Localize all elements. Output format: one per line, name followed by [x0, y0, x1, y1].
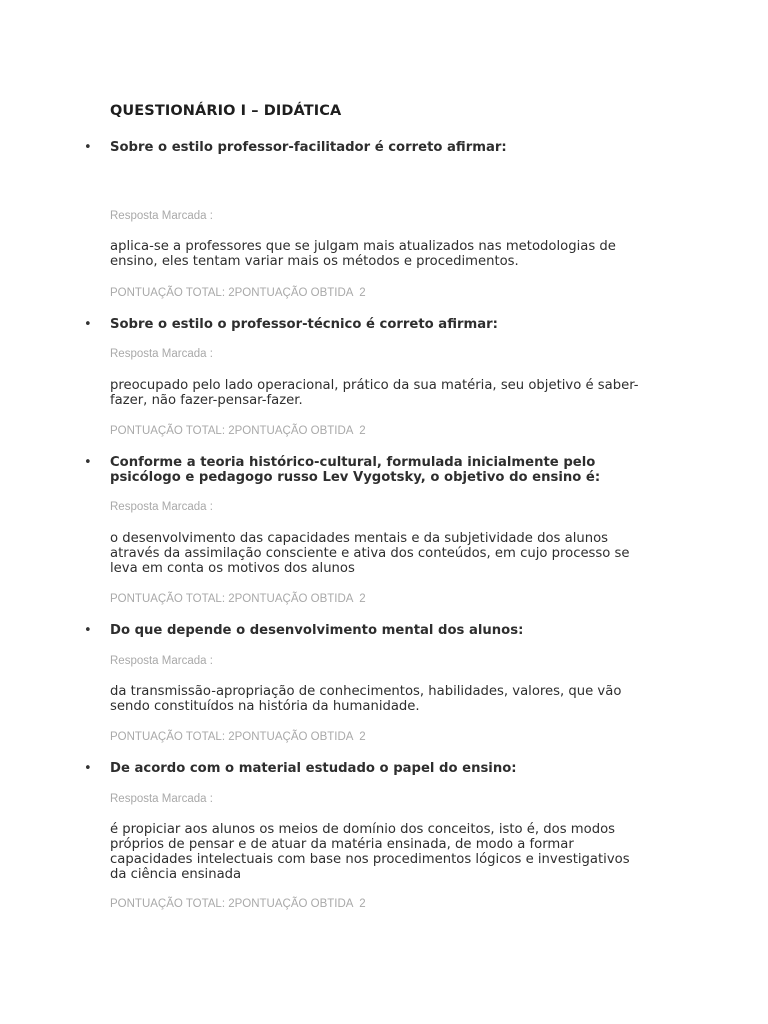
answer-line: leva em conta os motivos dos alunos	[110, 561, 355, 576]
answer-line: da transmissão-apropriação de conhecimentos, habilidades, valores, que vão	[110, 684, 622, 699]
question-1-text: Sobre o estilo professor-facilitador é correto afirmar:	[110, 140, 507, 155]
answer-line: fazer, não fazer-pensar-fazer.	[110, 393, 303, 408]
answer-line: da ciência ensinada	[110, 867, 242, 882]
question-5-answer	[110, 822, 670, 882]
question-1-score: PONTUAÇÃO TOTAL: 2PONTUAÇÃO OBTIDA 2	[110, 287, 366, 299]
question-5-answer-label: Resposta Marcada :	[110, 793, 213, 805]
page-title: QUESTIONÁRIO I – DIDÁTICA	[110, 103, 342, 119]
question-3-text	[110, 455, 670, 485]
answer-line: o desenvolvimento das capacidades mentais e da subjetividade dos alunos	[110, 531, 609, 546]
answer-line: ensino, eles tentam variar mais os métodos e procedimentos.	[110, 254, 519, 269]
answer-line: próprios de pensar e de atuar da matéria ensinada, de modo a formar	[110, 837, 574, 852]
question-line: psicólogo e pedagogo russo Lev Vygotsky, o objetivo do ensino é:	[110, 470, 601, 485]
question-5-score: PONTUAÇÃO TOTAL: 2PONTUAÇÃO OBTIDA 2	[110, 898, 366, 910]
question-4-score: PONTUAÇÃO TOTAL: 2PONTUAÇÃO OBTIDA 2	[110, 731, 366, 743]
question-1-answer-label: Resposta Marcada :	[110, 210, 213, 222]
question-1-answer	[110, 239, 670, 269]
question-5-text: De acordo com o material estudado o papel do ensino:	[110, 761, 517, 776]
answer-line: através da assimilação consciente e ativa dos conteúdos, em cujo processo se	[110, 546, 630, 561]
question-4-answer-label: Resposta Marcada :	[110, 655, 213, 667]
question-4-answer	[110, 684, 670, 714]
question-line: Conforme a teoria histórico-cultural, formulada inicialmente pelo	[110, 455, 596, 470]
question-2-answer	[110, 378, 670, 408]
question-3-answer	[110, 531, 670, 576]
answer-line: aplica-se a professores que se julgam mais atualizados nas metodologias de	[110, 239, 616, 254]
answer-line: é propiciar aos alunos os meios de domínio dos conceitos, isto é, dos modos	[110, 822, 616, 837]
bullet: •	[84, 455, 92, 470]
question-2-answer-label: Resposta Marcada :	[110, 348, 213, 360]
bullet: •	[84, 140, 92, 155]
question-4-text: Do que depende o desenvolvimento mental dos alunos:	[110, 623, 524, 638]
answer-line: preocupado pelo lado operacional, prático da sua matéria, seu objetivo é saber-	[110, 378, 639, 393]
bullet: •	[84, 317, 92, 332]
answer-line: capacidades intelectuais com base nos procedimentos lógicos e investigativos	[110, 852, 630, 867]
question-3-score: PONTUAÇÃO TOTAL: 2PONTUAÇÃO OBTIDA 2	[110, 593, 366, 605]
question-2-score: PONTUAÇÃO TOTAL: 2PONTUAÇÃO OBTIDA 2	[110, 425, 366, 437]
bullet: •	[84, 761, 92, 776]
question-2-text: Sobre o estilo o professor-técnico é correto afirmar:	[110, 317, 498, 332]
question-3-answer-label: Resposta Marcada :	[110, 501, 213, 513]
bullet: •	[84, 623, 92, 638]
answer-line: sendo constituídos na história da humanidade.	[110, 699, 420, 714]
